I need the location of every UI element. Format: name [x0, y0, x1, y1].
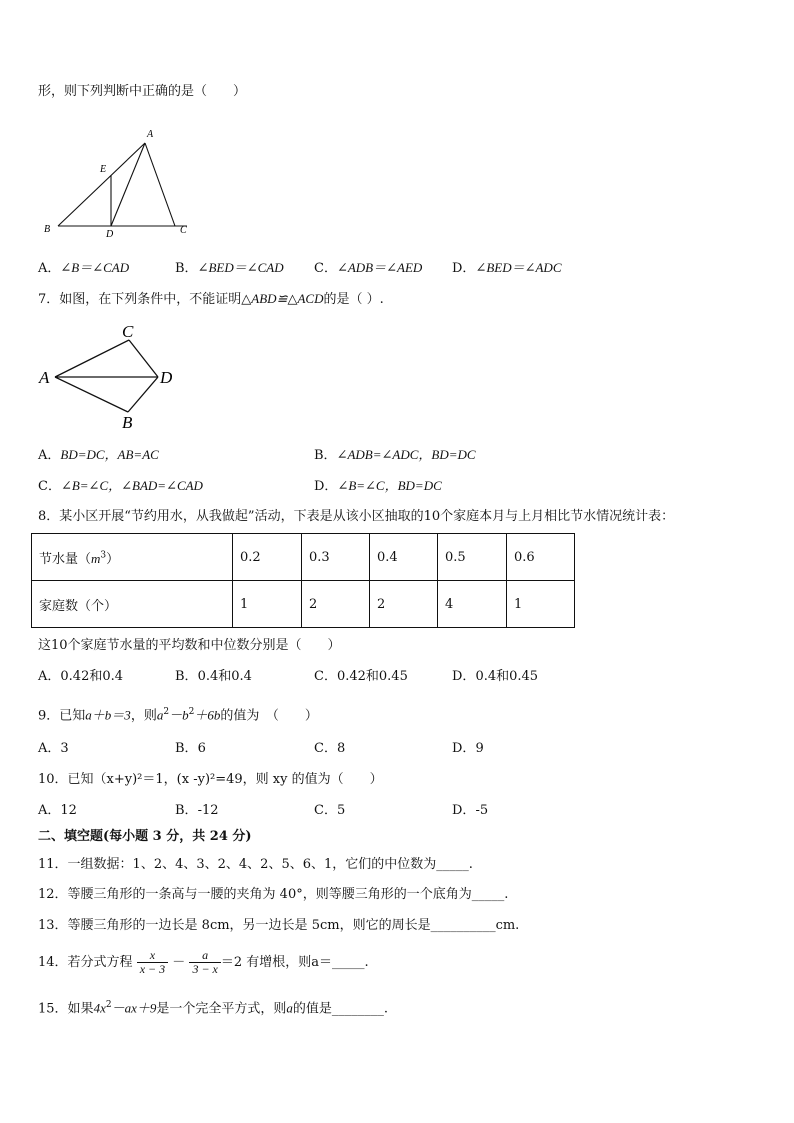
- q10-option-d[interactable]: D．-5: [452, 803, 489, 818]
- q8-value-cell: 0.4: [370, 534, 438, 581]
- q6-label-c: C: [180, 225, 187, 236]
- q6-label-b: B: [44, 224, 51, 235]
- q13-stem: 13．等腰三角形的一边长是 8cm，另一边长是 5cm，则它的周长是__________cm.: [38, 918, 520, 933]
- q8-row2-label: 家庭数（个）: [32, 581, 233, 628]
- q7-option-b[interactable]: B．∠ADB=∠ADC，BD=DC: [314, 447, 476, 463]
- q8-value-cell: 0.2: [233, 534, 302, 581]
- q11-stem: 11．一组数据：1、2、4、3、2、4、2、5、6、1，它们的中位数为_____.: [38, 857, 473, 872]
- q15-stem: 15．如果$4x^2-ax+9$是一个完全平方式，则a的值是________.: [38, 1000, 389, 1017]
- q8-table: [31, 533, 575, 628]
- table-row: [32, 581, 575, 628]
- q10-option-a[interactable]: A．12: [38, 803, 77, 818]
- q8-count-cell: 4: [438, 581, 507, 628]
- q8-value-cell: 0.3: [302, 534, 370, 581]
- q8-count-cell: 2: [302, 581, 370, 628]
- q8-option-a[interactable]: A．0.42和0.4: [38, 669, 124, 684]
- q7-option-c[interactable]: C．∠B=∠C，∠BAD=∠CAD: [38, 478, 203, 494]
- q7-stem: 7．如图，在下列条件中，不能证明△ABD≌△ACD的是（ ）.: [38, 291, 384, 307]
- q9-option-d[interactable]: D．9: [452, 741, 484, 756]
- q6-triangle-figure: [40, 126, 200, 241]
- q6-label-a: A: [147, 129, 154, 140]
- q14-stem: 14．若分式方程 $\frac{x}{x - 3}$ － $\frac{a}{3 - x}$ ＝2 有增根，则a＝_____.: [38, 948, 369, 976]
- q6-option-c[interactable]: C．∠ADB＝∠AED: [314, 260, 423, 276]
- q7-option-d[interactable]: D．∠B=∠C，BD=DC: [314, 478, 442, 494]
- table-row: [32, 534, 575, 581]
- q8-count-cell: 1: [233, 581, 302, 628]
- q14-fraction-1: $\frac{x}{x - 3}$: [137, 949, 168, 976]
- section-2-title: 二、填空题(每小题 3 分，共 24 分): [38, 829, 252, 844]
- q7-label-b: B: [122, 413, 133, 432]
- q8-option-b[interactable]: B．0.4和0.4: [175, 669, 252, 684]
- q8-value-cell: 0.6: [507, 534, 575, 581]
- q6-label-e: E: [100, 164, 107, 175]
- q9-option-b[interactable]: B．6: [175, 741, 206, 756]
- q9-stem: 9．已知a＋b＝3，则$a^2-b^2+6b$的值为 （ ）: [38, 707, 318, 724]
- q6-option-d[interactable]: D．∠BED＝∠ADC: [452, 260, 562, 276]
- q8-value-cell: 0.5: [438, 534, 507, 581]
- q6-option-a[interactable]: A．∠B＝∠CAD: [38, 260, 130, 276]
- q8-count-cell: 2: [370, 581, 438, 628]
- q7-label-c: C: [122, 322, 134, 341]
- q7-kite-figure: [36, 320, 186, 432]
- q14-fraction-2: $\frac{a}{3 - x}$: [189, 949, 220, 976]
- q8-count-cell: 1: [507, 581, 575, 628]
- q8-stem: 8．某小区开展“节约用水，从我做起”活动，下表是从该小区抽取的10个家庭本月与上月相比节水情况统计表：: [38, 509, 675, 524]
- q7-option-a[interactable]: A．BD=DC，AB=AC: [38, 447, 159, 463]
- q8-option-c[interactable]: C．0.42和0.45: [314, 669, 408, 684]
- q8-row1-label: 节水量$(m^3)$: [32, 534, 233, 581]
- q9-option-c[interactable]: C．8: [314, 741, 346, 756]
- q8-question: 这10个家庭节水量的平均数和中位数分别是（ ）: [38, 638, 341, 653]
- q6-option-b[interactable]: B．∠BED＝∠CAD: [175, 260, 284, 276]
- q12-stem: 12．等腰三角形的一条高与一腰的夹角为 40°，则等腰三角形的一个底角为_____.: [38, 887, 509, 902]
- q9-option-a[interactable]: A．3: [38, 741, 69, 756]
- q10-option-b[interactable]: B．-12: [175, 803, 219, 818]
- q6-stem: 形，则下列判断中正确的是（ ）: [38, 84, 247, 99]
- q10-stem: 10．已知（x+y)²＝1，(x -y)²=49，则 xy 的值为（ ）: [38, 772, 383, 787]
- q8-option-d[interactable]: D．0.4和0.45: [452, 669, 539, 684]
- q6-label-d: D: [106, 229, 114, 240]
- q7-label-d: D: [160, 368, 173, 387]
- q7-label-a: A: [39, 368, 50, 387]
- q10-option-c[interactable]: C．5: [314, 803, 346, 818]
